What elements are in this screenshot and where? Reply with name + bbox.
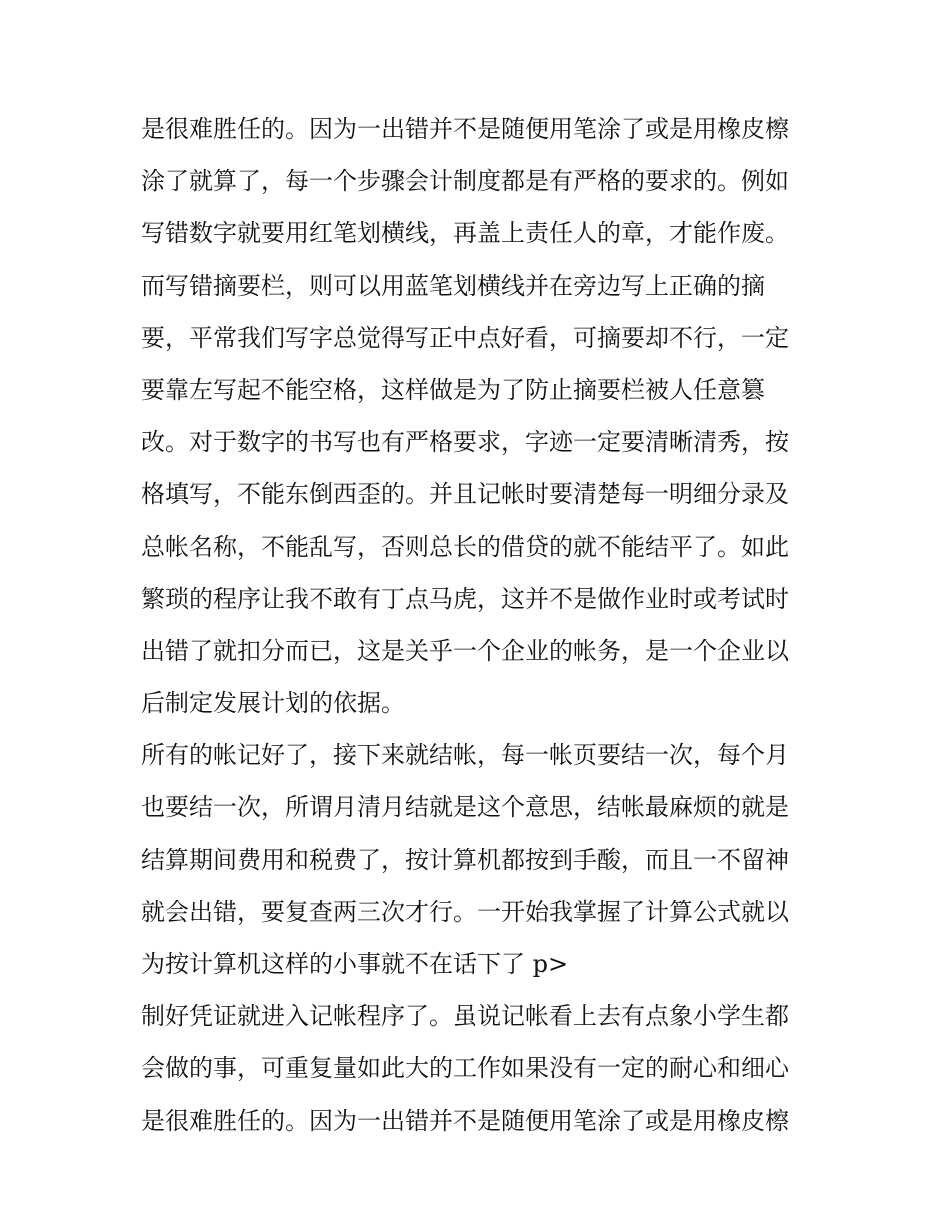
- text-line: 为按计算机这样的小事就不在话下了 p>: [141, 950, 569, 978]
- text-line: 繁琐的程序让我不敢有丁点马虎，这并不是做作业时或考试时: [141, 584, 789, 613]
- text-line: 而写错摘要栏，则可以用蓝笔划横线并在旁边写上正确的摘: [141, 271, 765, 300]
- body-text: [141, 103, 821, 1147]
- text-line: 总帐名称，不能乱写，否则总长的借贷的就不能结平了。如此: [141, 532, 789, 561]
- text-line: 改。对于数字的书写也有严格要求，字迹一定要清晰清秀，按: [141, 428, 789, 457]
- text-line: 就会出错，要复查两三次才行。一开始我掌握了计算公式就以: [141, 897, 789, 926]
- text-line: 会做的事，可重复量如此大的工作如果没有一定的耐心和细心: [141, 1054, 789, 1083]
- text-line: 后制定发展计划的依据。: [141, 689, 405, 718]
- text-line: 要靠左写起不能空格，这样做是为了防止摘要栏被人任意篡: [141, 375, 765, 404]
- text-line: 要，平常我们写字总觉得写正中点好看，可摘要却不行，一定: [141, 323, 789, 352]
- text-line: 结算期间费用和税费了，按计算机都按到手酸，而且一不留神: [141, 845, 789, 874]
- text-line: 涂了就算了，每一个步骤会计制度都是有严格的要求的。例如: [141, 167, 789, 196]
- text-line: 制好凭证就进入记帐程序了。虽说记帐看上去有点象小学生都: [141, 1002, 789, 1031]
- text-line: 写错数字就要用红笔划横线，再盖上责任人的章，才能作废。: [141, 219, 789, 248]
- text-line: 出错了就扣分而已，这是关乎一个企业的帐务，是一个企业以: [141, 636, 789, 665]
- text-line: 格填写，不能东倒西歪的。并且记帐时要清楚每一明细分录及: [141, 480, 789, 509]
- text-line: 也要结一次，所谓月清月结就是这个意思，结帐最麻烦的就是: [141, 793, 789, 822]
- text-line: 是很难胜任的。因为一出错并不是随便用笔涂了或是用橡皮檫: [141, 115, 789, 143]
- text-line: 是很难胜任的。因为一出错并不是随便用笔涂了或是用橡皮檫: [141, 1106, 789, 1135]
- text-line: 所有的帐记好了，接下来就结帐，每一帐页要结一次，每个月: [141, 741, 789, 770]
